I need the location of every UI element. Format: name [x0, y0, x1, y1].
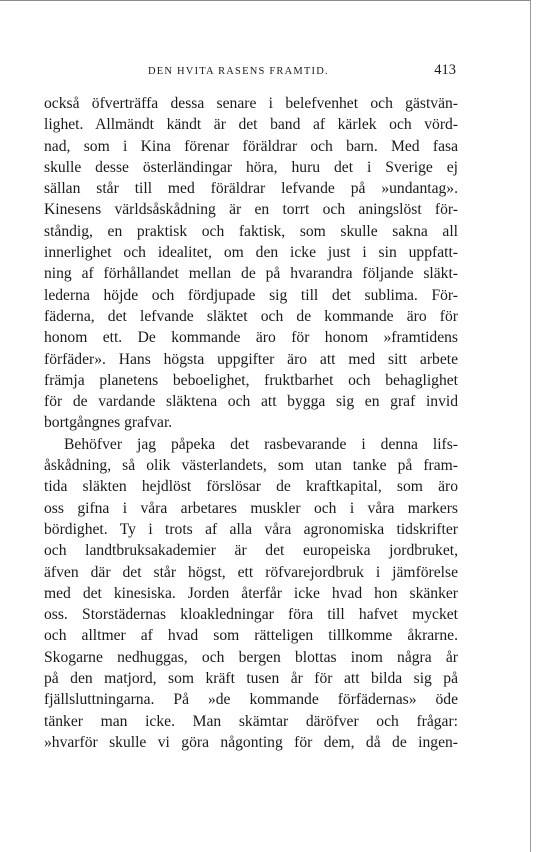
text-line: ståndig, en praktisk och faktisk, som skulle sakna all — [44, 222, 458, 240]
text-line: och alltmer af hvad som rätteligen tillkomme åkrarne. — [44, 627, 458, 645]
text-line: honom ett. De kommande äro för honom »framtidens — [44, 329, 458, 347]
text-line: skulle desse österländingar höra, huru det i Sverige ej — [44, 158, 458, 176]
text-line: oss. Storstädernas kloakledningar föra till hafvet mycket — [44, 606, 458, 624]
paragraph-start-line: Behöfver jag påpeka det rasbevarande i denna lifs- — [64, 435, 458, 453]
text-line: »hvarför skulle vi göra någonting för dem, då de ingen- — [44, 733, 458, 751]
text-line: innerlighet och idealitet, om den icke just i sin uppfatt- — [44, 244, 458, 262]
text-line: tida släkten hejdlöst förslösar de kraftkapital, som äro — [44, 478, 458, 496]
text-line: fjällsluttningarna. På »de kommande förfädernas» öde — [44, 691, 458, 709]
text-line: Skogarne nedhuggas, och bergen blottas inom några år — [44, 648, 458, 666]
text-line: bördighet. Ty i trots af alla våra agronomiska tidskrifter — [44, 520, 458, 538]
right-border-line — [530, 0, 531, 852]
running-header — [44, 62, 456, 82]
text-line: och landtbruksakademier är det europeiska jordbruket, — [44, 542, 458, 560]
text-line: Kinesens världsåskådning är en torrt och aningslöst för- — [44, 201, 458, 219]
top-border-line — [0, 0, 530, 1]
text-line: främja planetens beboelighet, fruktbarhet och behaglighet — [44, 371, 458, 389]
text-line: lighet. Allmändt kändt är det band af kärlek och vörd- — [44, 116, 458, 134]
text-line: sällan står till med föräldrar lefvande på »undantag». — [44, 180, 458, 198]
text-line: lederna höjde och fördjupade sig till det sublima. För- — [44, 286, 458, 304]
text-line: på den matjord, som kräft tusen år för att bilda sig på — [44, 670, 458, 688]
text-line: förfäder». Hans högsta uppgifter äro att med sitt arbete — [44, 350, 458, 368]
text-line: ning af förhållandet mellan de på hvarandra följande släkt- — [44, 265, 458, 283]
text-line: äfven där det står högst, ett röfvarejordbruk i jämförelse — [44, 563, 458, 581]
running-title: DEN HVITA RASENS FRAMTID. — [148, 66, 329, 77]
text-line: fäderna, det lefvande släktet och de kommande äro för — [44, 307, 458, 325]
text-line: nad, som i Kina förenar föräldrar och barn. Med fasa — [44, 137, 458, 155]
text-line: för de vardande släktena och att bygga sig en graf invid — [44, 393, 458, 411]
text-line: åskådning, så olik västerlandets, som utan tanke på fram- — [44, 457, 458, 475]
page-number: 413 — [434, 62, 456, 78]
body-text — [44, 93, 458, 753]
text-line: med det kinesiska. Jorden återfår icke hvad hon skänker — [44, 584, 458, 602]
paragraph-end-line: bortgångnes grafvar. — [44, 414, 173, 432]
text-line: oss gifna i våra arbetares muskler och i våra markers — [44, 499, 458, 517]
text-line: tänker man icke. Man skämtar däröfver och frågar: — [44, 712, 458, 730]
text-line: också öfverträffa dessa senare i belefvenhet och gästvän- — [44, 95, 458, 112]
